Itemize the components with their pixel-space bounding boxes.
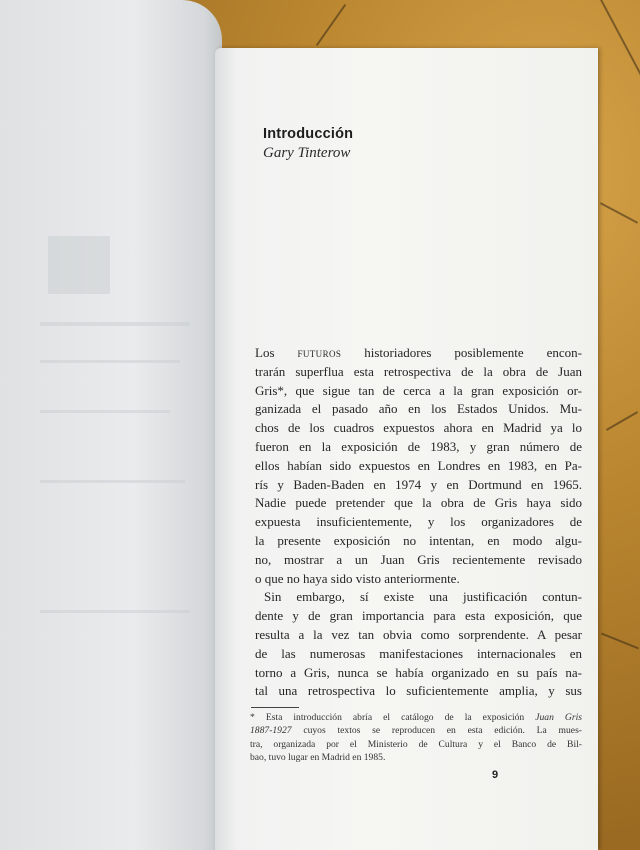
footnote-line: 1887-1927 cuyos textos se reproducen en esta edición. La mues- bbox=[250, 725, 582, 737]
chapter-author: Gary Tinterow bbox=[263, 145, 351, 161]
body-line: rís y Baden-Baden en 1974 y en Dortmund en 1965. bbox=[255, 476, 582, 492]
body-line: ellos habían sido expuestos en Londres en 1983, en Pa- bbox=[255, 457, 582, 473]
body-line: fueron en la exposición de 1983, y gran número de bbox=[255, 438, 582, 454]
footnote-line: tra, organizada por el Ministerio de Cultura y el Banco de Bil- bbox=[250, 738, 582, 750]
tile-grout bbox=[600, 0, 640, 106]
body-line: Sin embargo, sí existe una justificación contun- bbox=[264, 589, 582, 605]
body-line: de las numerosas manifestaciones internacionales en bbox=[255, 645, 582, 661]
bleed-through-text bbox=[40, 360, 180, 363]
footnote-line: bao, tuvo lugar en Madrid en 1985. bbox=[250, 751, 386, 763]
chapter-title: Introducción bbox=[263, 126, 354, 142]
body-line: chos de los cuadros expuestos ahora en Madrid ya lo bbox=[255, 420, 582, 436]
bleed-through-text bbox=[40, 480, 185, 483]
body-line: Los futuros historiadores posiblemente encon- bbox=[255, 345, 583, 360]
footnote-divider bbox=[251, 707, 299, 708]
body-line: tal una retrospectiva lo suficientemente amplia, y sus bbox=[255, 683, 582, 699]
body-line: trarán superflua esta retrospectiva de la obra de Juan bbox=[255, 363, 582, 379]
body-line: no, mostrar a un Juan Gris recientemente revisado bbox=[255, 551, 582, 567]
tile-grout bbox=[316, 4, 346, 46]
tile-grout bbox=[606, 411, 638, 431]
bleed-through-text bbox=[40, 610, 190, 613]
left-page bbox=[0, 0, 222, 850]
tile-grout bbox=[601, 633, 639, 650]
body-line: expuesta insuficientemente, y los organizadores de bbox=[255, 514, 582, 530]
chapter-header bbox=[263, 124, 353, 163]
bleed-through-figure bbox=[48, 236, 110, 294]
body-line: resulta a la vez tan obvia como sorprendente. A pesar bbox=[255, 626, 582, 642]
body-line: o que no haya sido visto anteriormente. bbox=[255, 570, 460, 586]
body-line: torno a Gris, nunca se había organizado en su país na- bbox=[255, 664, 582, 680]
bleed-through-text bbox=[40, 410, 170, 413]
body-line: Gris*, que sigue tan de cerca a la gran exposición or- bbox=[255, 382, 582, 398]
bleed-through-text bbox=[40, 322, 190, 326]
tile-grout bbox=[600, 202, 638, 223]
body-line: dente y de gran importancia para esta exposición, que bbox=[255, 608, 582, 624]
body-text bbox=[255, 344, 582, 701]
footnote bbox=[250, 711, 582, 764]
body-line: ganizada el pasado año en los Estados Unidos. Mu- bbox=[255, 401, 582, 417]
footnote-line: * Esta introducción abría el catálogo de la exposición Juan Gris bbox=[250, 712, 582, 723]
body-line: Nadie puede pretender que la obra de Gris haya sido bbox=[255, 495, 582, 511]
page-number: 9 bbox=[492, 769, 499, 781]
body-line: la presente exposición no intentan, en modo algu- bbox=[255, 532, 582, 548]
